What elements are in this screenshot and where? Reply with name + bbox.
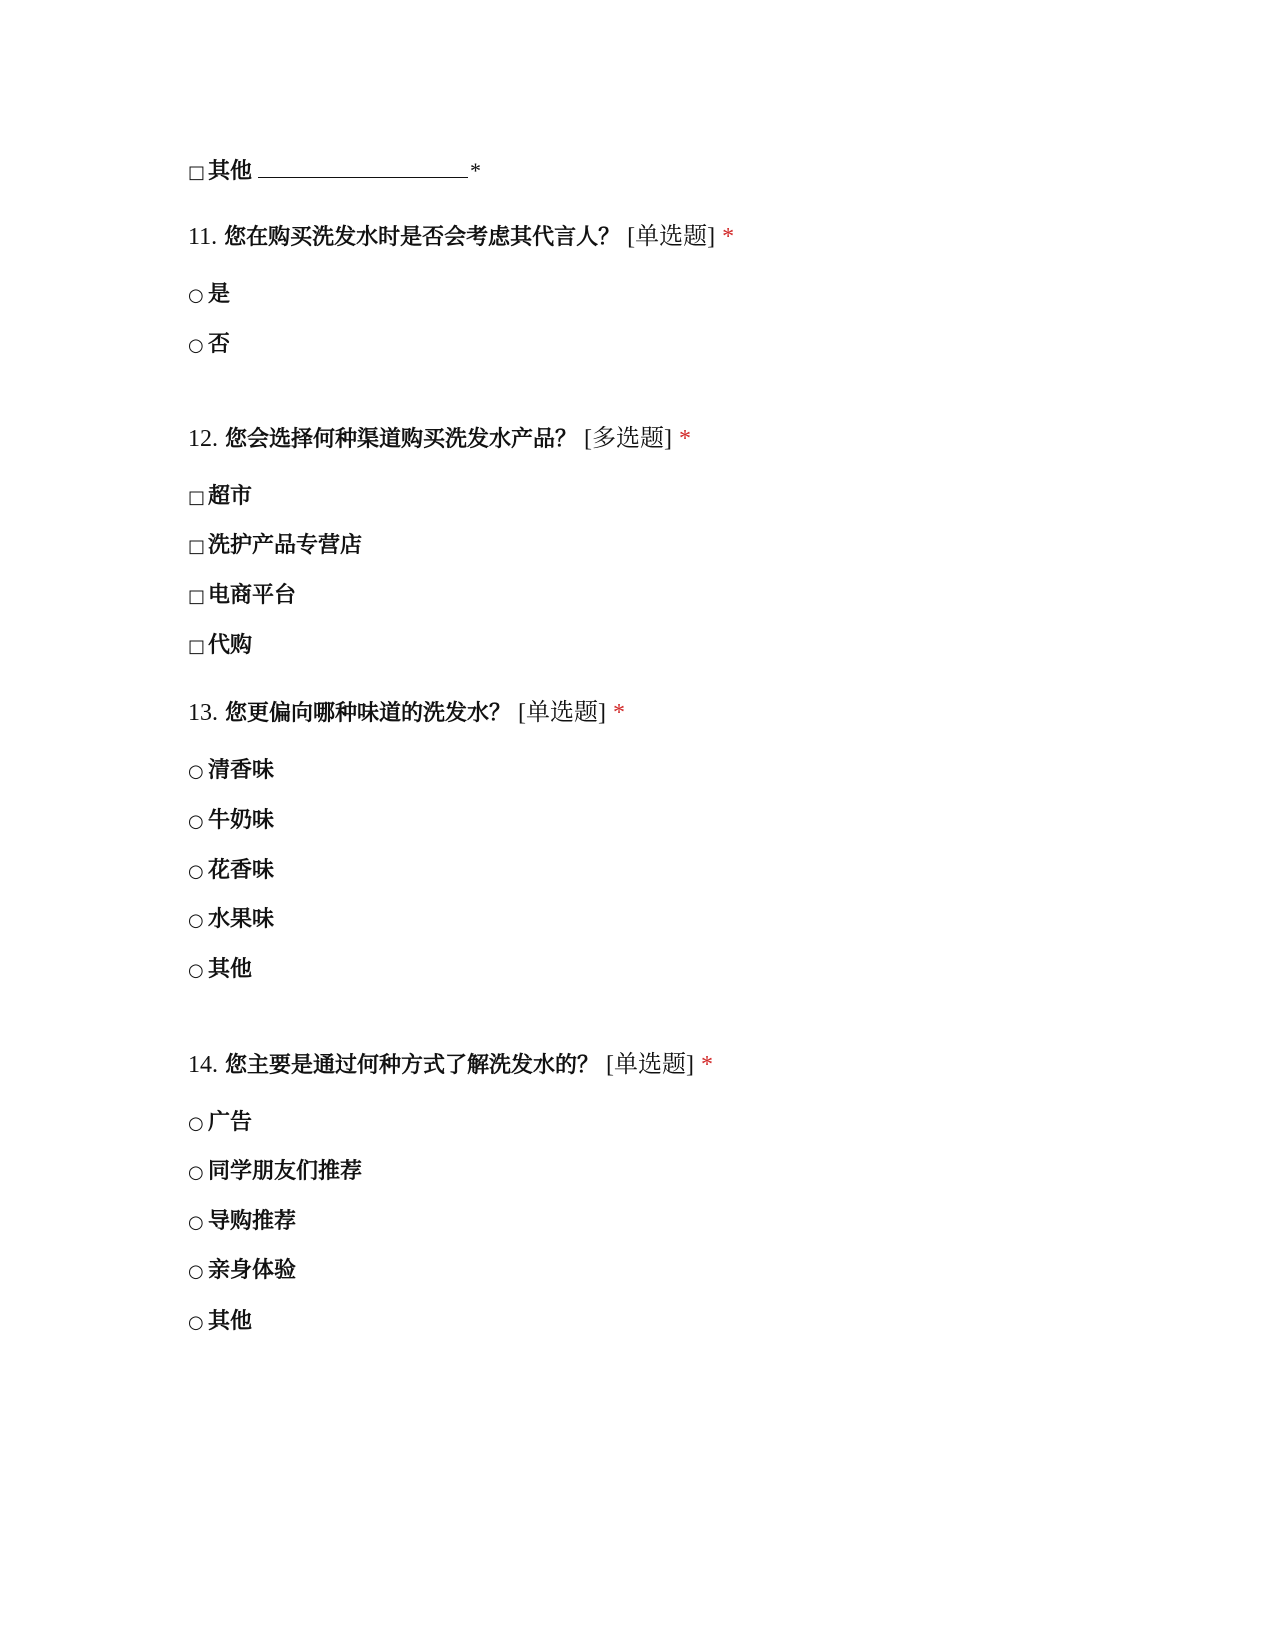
checkbox-icon: □ <box>188 586 206 607</box>
radio-icon: ○ <box>188 960 204 981</box>
radio-option[interactable] <box>188 806 274 837</box>
question-number: 14. <box>188 1052 218 1078</box>
option-label: 电商平台 <box>208 583 297 608</box>
question-14-title <box>188 1050 713 1081</box>
checkbox-option[interactable] <box>188 581 296 612</box>
radio-icon: ○ <box>188 861 204 882</box>
option-label: 洗护产品专营店 <box>208 533 363 558</box>
radio-option[interactable] <box>188 1307 252 1338</box>
question-text: 您在购买洗发水时是否会考虑其代言人？ <box>224 225 621 250</box>
option-label: 导购推荐 <box>208 1209 297 1234</box>
option-label: 清香味 <box>208 758 275 783</box>
radio-option[interactable] <box>188 955 252 986</box>
question-11-title <box>188 222 734 253</box>
option-label: 亲身体验 <box>208 1258 297 1283</box>
required-asterisk: * <box>679 426 691 452</box>
option-label: 代购 <box>208 633 253 658</box>
checkbox-option[interactable] <box>188 482 252 513</box>
checkbox-option-other-continued[interactable] <box>188 156 481 188</box>
question-text: 您会选择何种渠道购买洗发水产品？ <box>225 427 578 452</box>
question-type: [单选题] <box>606 1052 694 1078</box>
option-label: 是 <box>208 282 231 307</box>
checkbox-icon: □ <box>188 487 206 508</box>
radio-icon: ○ <box>188 811 204 832</box>
option-label: 同学朋友们推荐 <box>208 1159 363 1184</box>
radio-option[interactable] <box>188 1157 362 1188</box>
option-label: 其他 <box>208 159 253 184</box>
radio-option[interactable] <box>188 905 274 936</box>
option-label: 其他 <box>208 1309 253 1334</box>
checkbox-icon: □ <box>188 536 206 557</box>
question-12-title <box>188 424 691 455</box>
radio-icon: ○ <box>188 1162 204 1183</box>
radio-icon: ○ <box>188 1212 204 1233</box>
question-number: 13. <box>188 700 218 726</box>
option-label: 广告 <box>208 1110 253 1135</box>
question-text: 您更偏向哪种味道的洗发水？ <box>225 701 512 726</box>
question-text: 您主要是通过何种方式了解洗发水的？ <box>225 1053 600 1078</box>
radio-option[interactable] <box>188 1207 296 1238</box>
radio-icon: ○ <box>188 335 204 356</box>
radio-icon: ○ <box>188 910 204 931</box>
option-label: 其他 <box>208 957 253 982</box>
required-asterisk: * <box>613 700 625 726</box>
checkbox-icon: □ <box>188 162 206 183</box>
radio-icon: ○ <box>188 1113 204 1134</box>
radio-icon: ○ <box>188 1312 204 1333</box>
question-type: [单选题] <box>518 700 606 726</box>
radio-icon: ○ <box>188 761 204 782</box>
other-text-blank[interactable] <box>258 159 468 178</box>
option-label: 否 <box>208 332 231 357</box>
radio-icon: ○ <box>188 1261 204 1282</box>
checkbox-option[interactable] <box>188 531 362 562</box>
question-type: [多选题] <box>584 426 672 452</box>
required-star: * <box>470 158 482 183</box>
question-13-title <box>188 698 625 729</box>
radio-option[interactable] <box>188 330 230 361</box>
option-label: 花香味 <box>208 858 275 883</box>
option-label: 水果味 <box>208 907 275 932</box>
radio-option[interactable] <box>188 756 274 787</box>
option-label: 牛奶味 <box>208 808 275 833</box>
radio-option[interactable] <box>188 856 274 887</box>
radio-option[interactable] <box>188 1256 296 1287</box>
radio-icon: ○ <box>188 285 204 306</box>
option-label: 超市 <box>208 484 253 509</box>
question-number: 12. <box>188 426 218 452</box>
radio-option[interactable] <box>188 280 230 311</box>
question-number: 11. <box>188 224 218 250</box>
question-type: [单选题] <box>627 224 716 250</box>
checkbox-option[interactable] <box>188 631 252 662</box>
radio-option[interactable] <box>188 1108 252 1139</box>
required-asterisk: * <box>722 224 735 250</box>
checkbox-icon: □ <box>188 636 206 657</box>
required-asterisk: * <box>701 1052 713 1078</box>
